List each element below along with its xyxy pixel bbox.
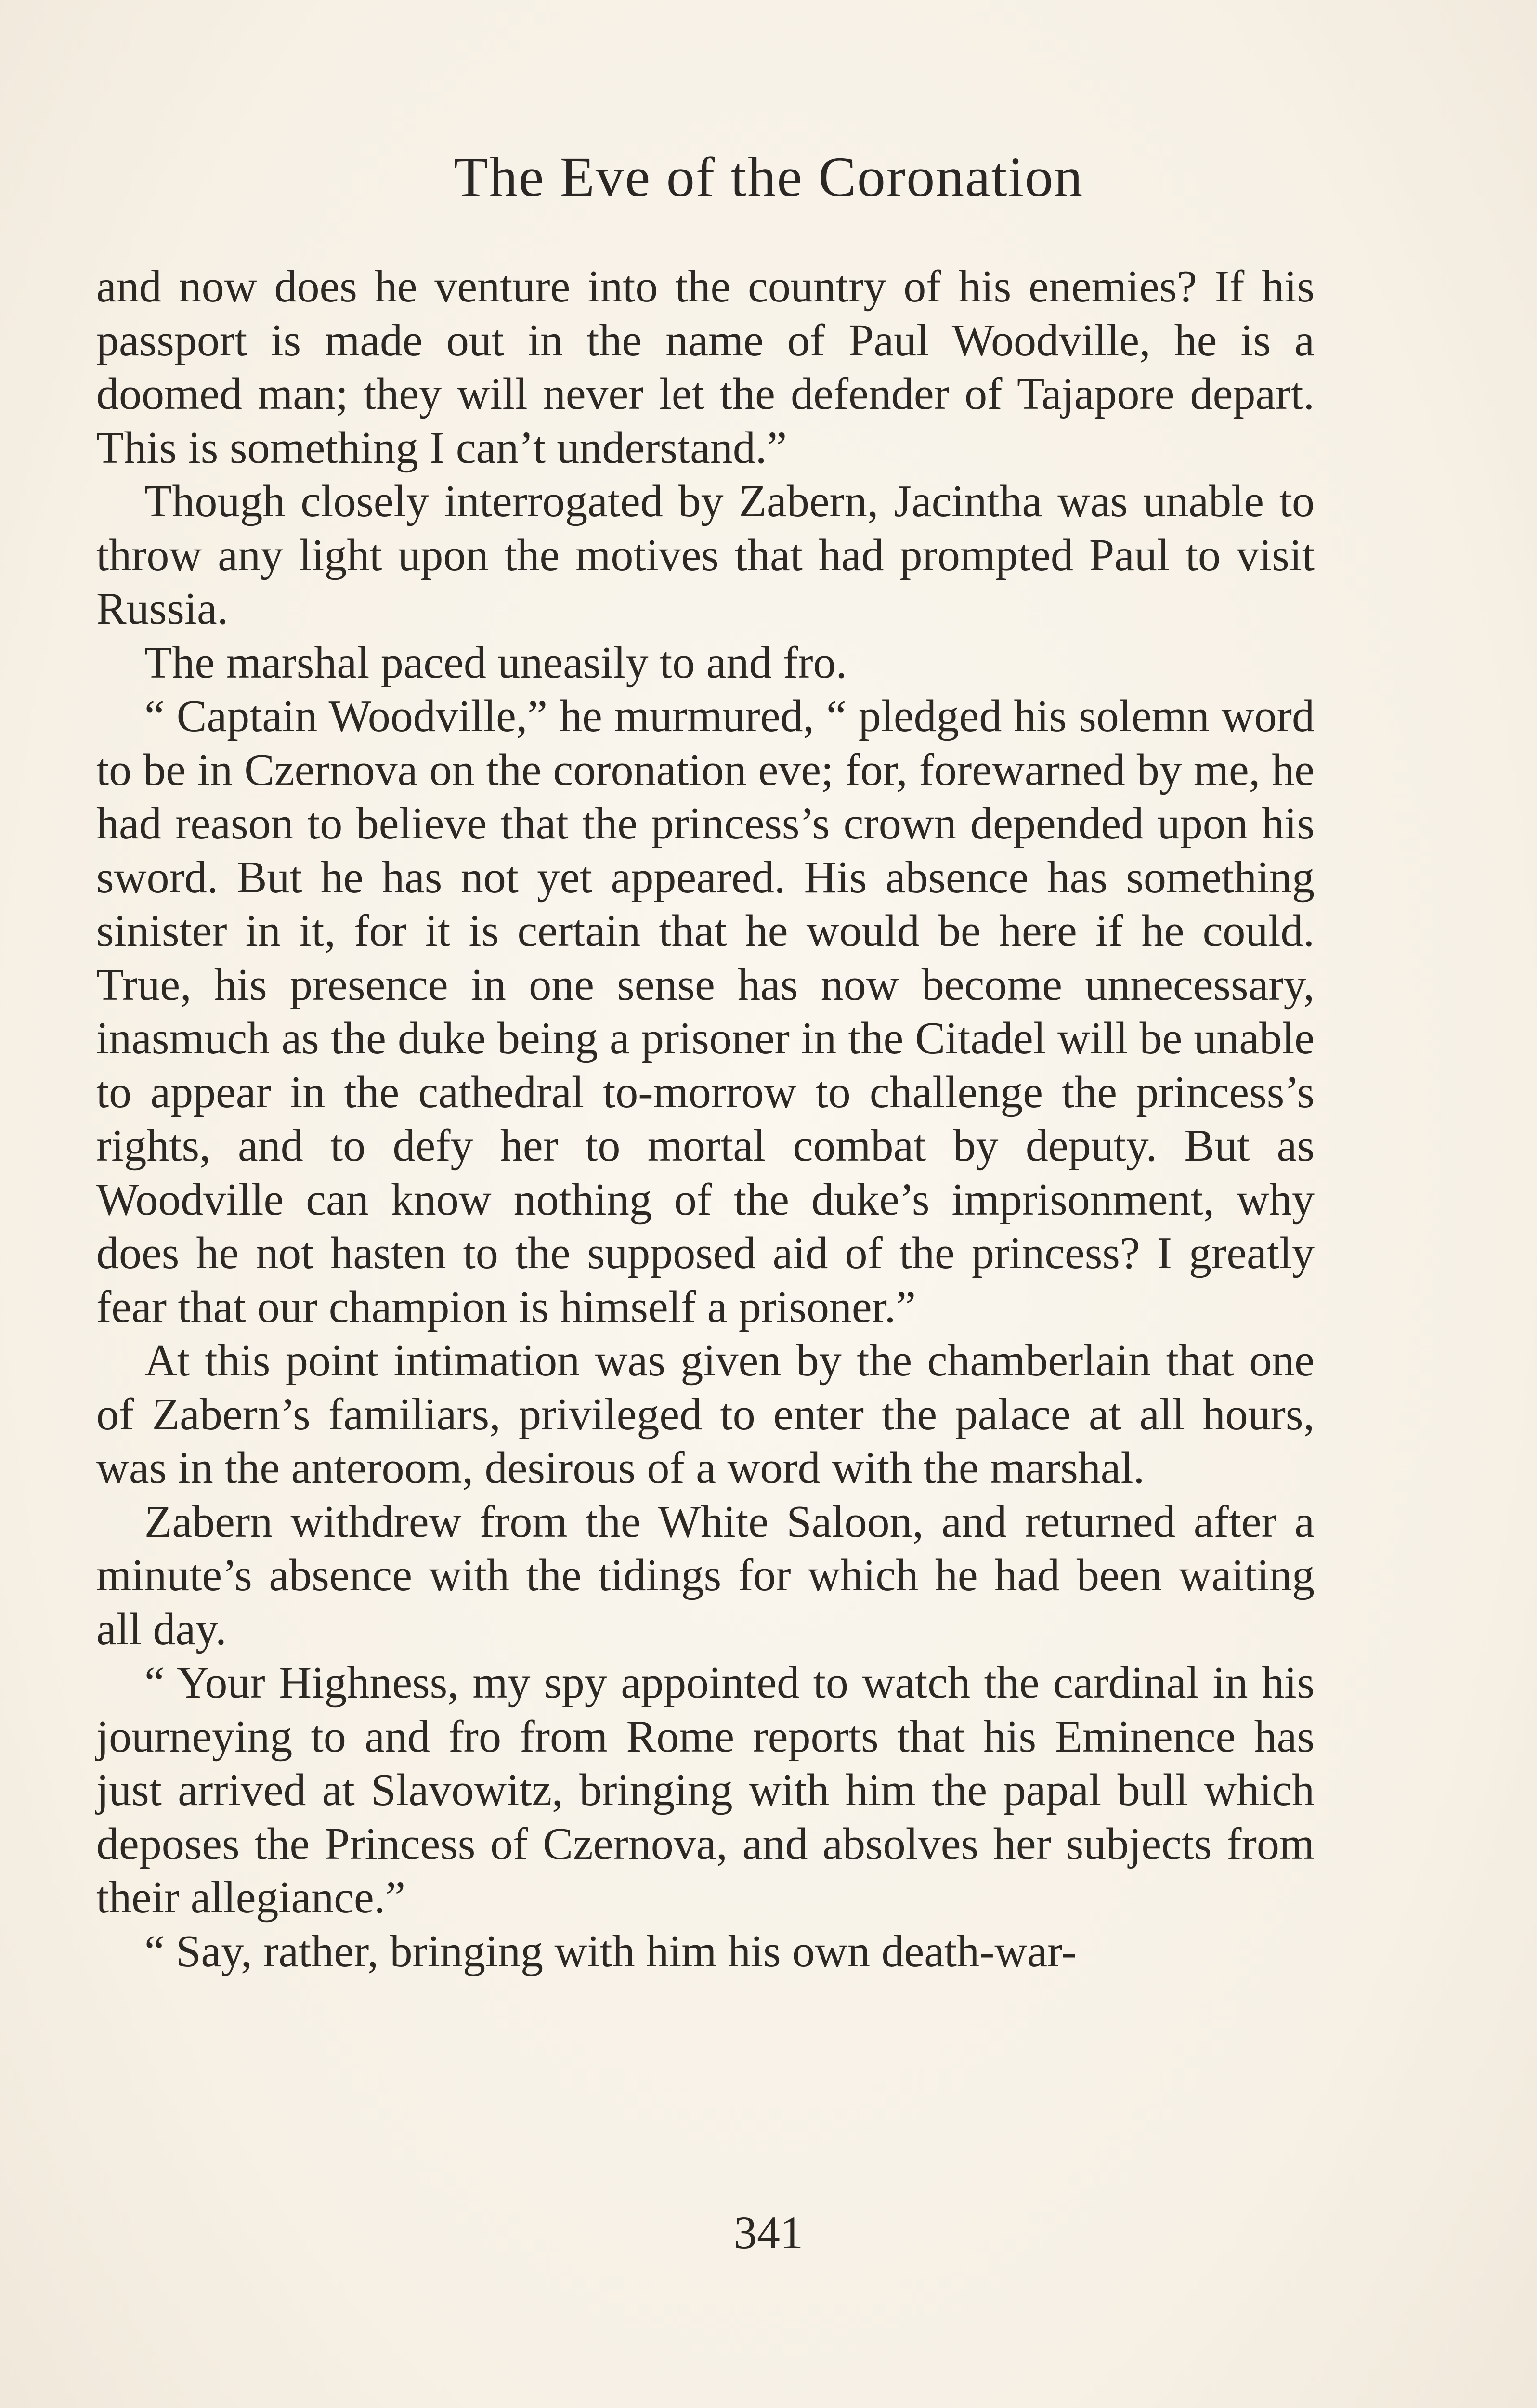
paragraph: At this point intimation was given by the chamberlain that one of Zabern’s familiars, privileged to enter the palace at all hours, was in the anteroom, desirous of a word with the marshal. <box>96 1335 1315 1493</box>
running-title: The Eve of the Coronation <box>453 145 1084 209</box>
paragraph: and now does he venture into the country of his enemies? If his passport is made out in the name of Paul Woodville, he is a doomed man; they will never let the defender of Tajapore depart. This is something I can’t understand.” <box>96 262 1315 473</box>
paragraph: The marshal paced uneasily to and fro. <box>144 637 847 688</box>
body-text <box>96 260 1315 1978</box>
paragraph: “ Your Highness, my spy appointed to watch the cardinal in his journeying to and fro from Rome reports that his Eminence has just arrived at Slavowitz, bringing with him the papal bull which deposes the Princess of Czernova, and absolves her subjects from their allegiance.” <box>96 1658 1315 1923</box>
paragraph: “ Say, rather, bringing with him his own death-war- <box>144 1926 1077 1976</box>
page-number: 341 <box>734 2207 803 2258</box>
paragraph: Zabern withdrew from the White Saloon, and returned after a minute’s absence with the tidings for which he had been waiting all day. <box>96 1496 1315 1654</box>
paragraph: Though closely interrogated by Zabern, Jacintha was unable to throw any light upon the motives that had prompted Paul to visit Russia. <box>96 476 1315 634</box>
paragraph: “ Captain Woodville,” he murmured, “ pledged his solemn word to be in Czernova on the coronation eve; for, forewarned by me, he had reason to believe that the princess’s crown depended upon his sword. But he has not yet appeared. His absence has something sinister in it, for it is certain that he would be here if he could. True, his presence in one sense has now become unnecessary, inasmuch as the duke being a prisoner in the Citadel will be unable to appear in the cathedral to-morrow to challenge the princess’s rights, and to defy her to mortal combat by deputy. But as Woodville can know nothing of the duke’s imprisonment, why does he not hasten to the supposed aid of the princess? I greatly fear that our champion is himself a prisoner.” <box>96 691 1315 1332</box>
